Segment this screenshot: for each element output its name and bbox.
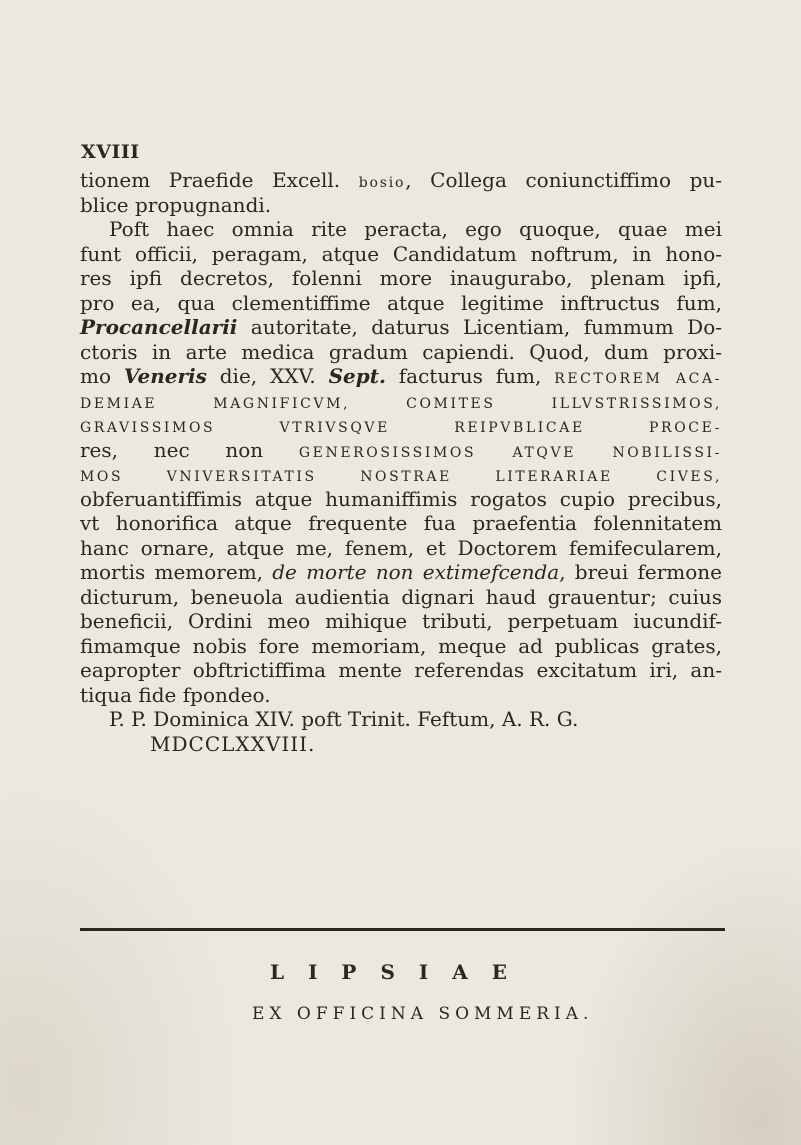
text-line: ctoris in arte medica gradum capiendi. Quod, dum proxi- <box>80 339 722 364</box>
text-line: mo Veneris die, XXV. Sept. facturus fum, RECTOREM ACA- <box>80 364 722 388</box>
date-line: MDCCLXXVIII. <box>150 731 316 756</box>
text-line: beneficii, Ordini meo mihique tributi, perpetuam iucundif- <box>80 609 722 633</box>
text-line: GRAVISSIMOS VTRIVSQVE REIPVBLICAE PROCE- <box>80 420 722 436</box>
text-line: pro ea, qua clementiffime atque legitime inftructus fum, <box>80 290 722 315</box>
text-line: vt honorifica atque frequente fua praefentia folennitatem <box>80 511 722 535</box>
text-line: MOS VNIVERSITATIS NOSTRAE LITERARIAE CIVES, <box>80 469 722 485</box>
text-line: funt officii, peragam, atque Candidatum noftrum, in hono- <box>80 241 722 266</box>
text-line: mortis memorem, de morte non extimefcenda, breui fermone <box>80 560 722 584</box>
text-line: blice propugnandi. <box>80 192 272 217</box>
text-line: eapropter obftrictiffima mente referendas excitatum iri, an- <box>80 658 722 682</box>
text-line: obferuantiffimis atque humaniffimis rogatos cupio precibus, <box>80 486 722 511</box>
imprint-city: LIPSIAE <box>270 960 532 984</box>
text-line: res, nec non GENEROSISSIMOS ATQVE NOBILISSI- <box>80 437 723 462</box>
text-line: fimamque nobis fore memoriam, meque ad publicas grates, <box>80 633 722 658</box>
text-line: res ipfi decretos, folenni more inaugurabo, plenam ipfi, <box>80 266 722 290</box>
text-line: Procancellarii autoritate, daturus Licentiam, fummum Do- <box>80 315 722 339</box>
name-bosio: bosio <box>358 175 406 191</box>
horizontal-rule <box>80 928 725 931</box>
text-line: tionem Praefide Excell. bosio, Collega coniunctiffimo pu- <box>80 168 723 192</box>
main-text <box>80 168 722 756</box>
signature-line: P. P. Dominica XIV. poft Trinit. Feftum, A. R. G. <box>109 707 579 731</box>
text-line: tiqua fide fpondeo. <box>80 682 271 707</box>
page-number: XVIII <box>81 141 140 163</box>
text-line: hanc ornare, atque me, fenem, et Doctorem femifecularem, <box>80 535 722 560</box>
text-line: dicturum, beneuola audientia dignari haud grauentur; cuius <box>80 584 722 609</box>
text-line: Poft haec omnia rite peracta, ego quoque, quae mei <box>109 217 722 241</box>
imprint-printer: EX OFFICINA SOMMERIA. <box>252 1004 594 1024</box>
text-line: DEMIAE MAGNIFICVM, COMITES ILLVSTRISSIMOS, <box>80 395 722 412</box>
